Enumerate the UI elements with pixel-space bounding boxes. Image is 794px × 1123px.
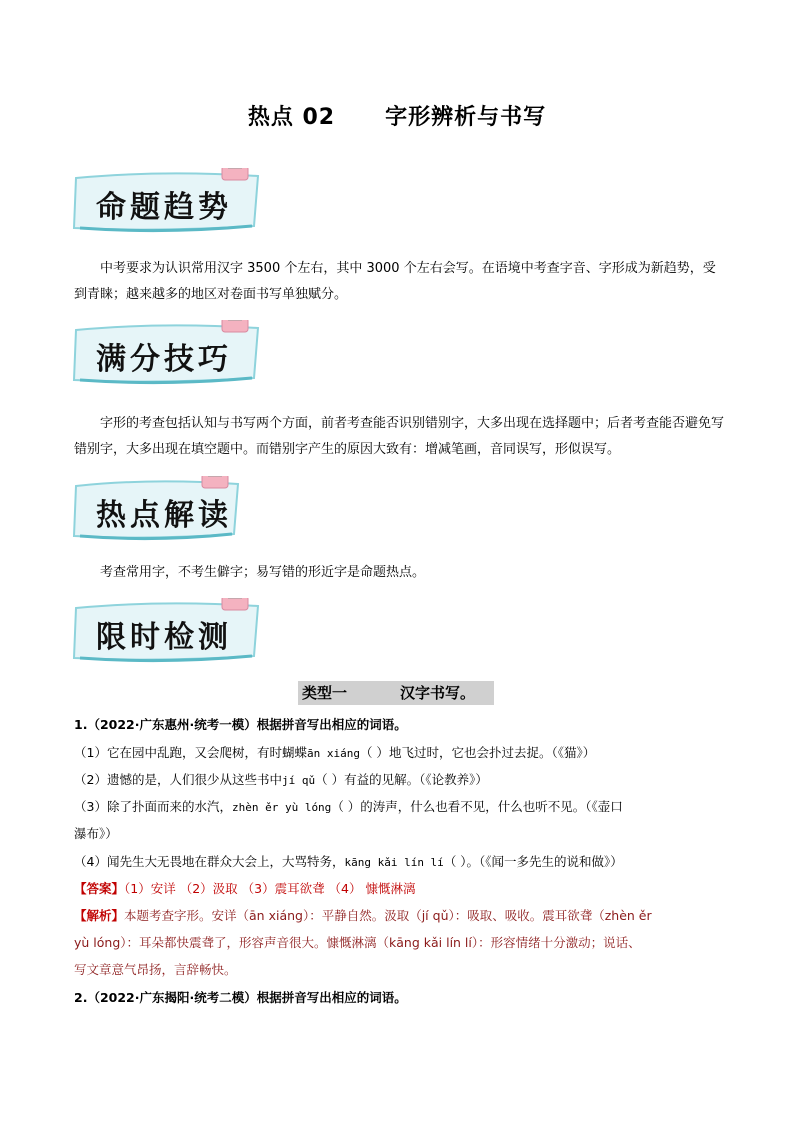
section-banner-test	[70, 598, 265, 668]
answer-text: （1）安详 （2）汲取 （3）震耳欲聋 （4） 慷慨淋漓	[124, 881, 416, 896]
banner-text: 满分技巧	[96, 342, 232, 377]
question-item: （4）闻先生大无畏地在群众大会上，大骂特务，kāng kǎi lín lí（ ）。（《闻一多先生的说和做》）	[74, 854, 623, 869]
title-right: 字形辨析与书写	[385, 105, 547, 130]
question-item: （1）它在园中乱跑，又会爬树，有时蝴蝶ān xiáng（ ）地飞过时，它也会扑过去捉。（《猫》）	[74, 745, 596, 760]
question-item: 瀑布》）	[74, 826, 118, 841]
analysis-line: yù lóng）：耳朵都快震聋了，形容声音很大。慷慨淋漓（kāng kǎi lín lí）：形容情绪十分激动；说话、	[74, 935, 641, 950]
section-banner-reading	[70, 476, 245, 546]
analysis-line: 【解析】本题考查字形。安详（ān xiáng）：平静自然。汲取（jí qǔ）：吸取、吸收。震耳欲聋（zhèn ěr	[74, 908, 652, 923]
type-heading	[298, 681, 494, 705]
section-banner-trend	[70, 168, 265, 238]
analysis-tag: 【解析】	[74, 908, 125, 923]
answer-tag: 【答案】	[74, 881, 125, 896]
question-1-stem: 1.（2022·广东惠州·统考一模）根据拼音写出相应的词语。	[74, 717, 407, 732]
question-item: （2）遗憾的是，人们很少从这些书中jí qǔ（ ）有益的见解。（《论教养》）	[74, 772, 488, 787]
banner-text: 限时检测	[96, 620, 232, 655]
page-title	[0, 100, 794, 131]
title-left: 热点 02	[247, 105, 336, 130]
question-2-stem: 2.（2022·广东揭阳·统考二模）根据拼音写出相应的词语。	[74, 990, 407, 1005]
analysis-line: 写文章意气昂扬，言辞畅快。	[74, 962, 237, 977]
section-banner-skills	[70, 320, 265, 390]
type-heading-right: 汉字书写。	[400, 684, 476, 702]
answer-line	[74, 879, 415, 899]
section-text-skills: 字形的考查包括认知与书写两个方面，前者考查能否识别错别字，大多出现在选择题中；后者考查能否避免写错别字，大多出现在填空题中。而错别字产生的原因大致有：增减笔画，音同误写，形似误写。	[74, 416, 725, 457]
question-item: （3）除了扑面而来的水汽，zhèn ěr yù lóng（ ）的涛声，什么也看不见，什么也听不见。（《壶口	[74, 799, 623, 814]
banner-text: 命题趋势	[96, 190, 232, 225]
banner-text: 热点解读	[96, 498, 232, 533]
section-text-reading: 考查常用字，不考生僻字；易写错的形近字是命题热点。	[100, 565, 426, 580]
type-heading-left: 类型一	[302, 684, 348, 702]
section-text-trend: 中考要求为认识常用汉字 3500 个左右，其中 3000 个左右会写。在语境中考查字音、字形成为新趋势，受到青睐；越来越多的地区对卷面书写单独赋分。	[74, 261, 716, 302]
